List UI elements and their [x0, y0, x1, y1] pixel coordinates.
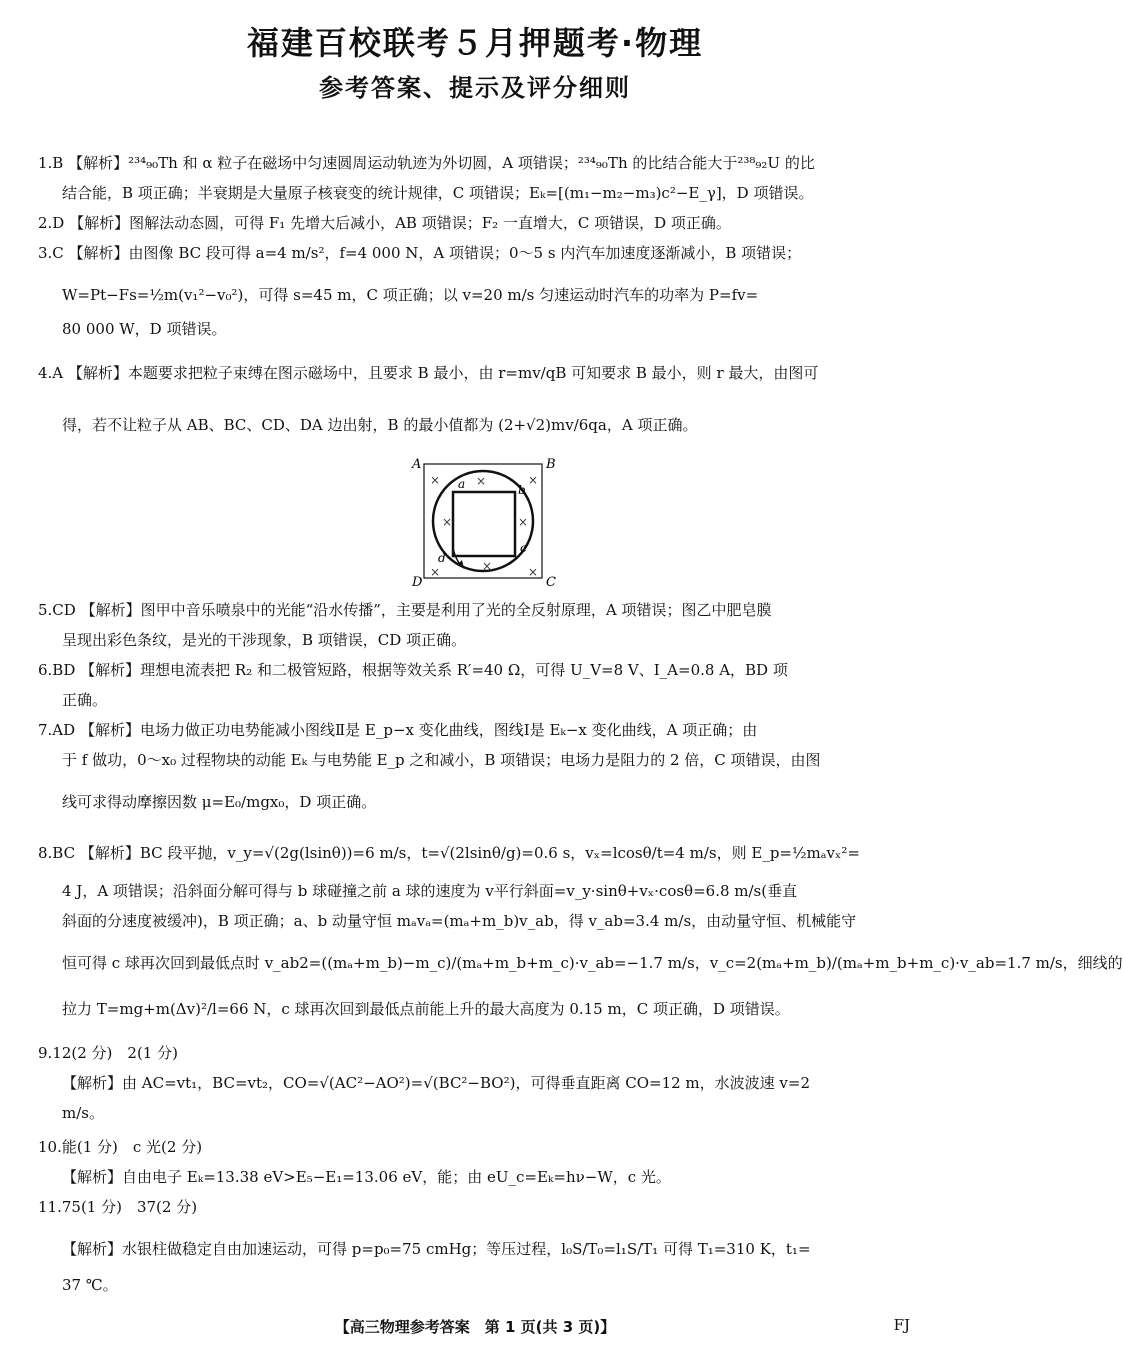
cross-mark: ×: [430, 473, 441, 487]
answer-line: 【解析】自由电子 Eₖ=13.38 eV>E₅−E₁=13.06 eV，能；由 eU_c=Eₖ=hν−W，c 光。: [62, 1168, 671, 1186]
answer-3: [38, 238, 910, 344]
answer-line: 80 000 W，D 项错误。: [62, 320, 227, 338]
label-A: A: [412, 457, 422, 472]
answer-line: 5.CD 【解析】图甲中音乐喷泉中的光能“沿水传播”，主要是利用了光的全反射原理，A 项错误；图乙中肥皂膜: [38, 601, 772, 619]
answer-1: [38, 148, 910, 208]
answer-8: [38, 838, 1123, 1024]
answer-line: 4 J，A 项错误；沿斜面分解可得与 b 球碰撞之前 a 球的速度为 v平行斜面=v_y·sinθ+vₓ·cosθ=6.8 m/s(垂直: [62, 882, 798, 900]
answer-line: 结合能，B 项正确；半衰期是大量原子核衰变的统计规律，C 项错误；Eₖ=[(m₁−m₂−m₃)c²−E_γ]，D 项错误。: [62, 184, 814, 202]
page-footer: 【高三物理参考答案 第 1 页(共 3 页)】: [334, 1318, 616, 1336]
answer-line: 4.A 【解析】本题要求把粒子束缚在图示磁场中，且要求 B 最小，由 r=mv/qB 可知要求 B 最小，则 r 最大，由图可: [38, 364, 819, 382]
answer-line: 【解析】由 AC=vt₁，BC=vt₂，CO=√(AC²−AO²)=√(BC²−BO²)，可得垂直距离 CO=12 m，水波波速 v=2: [62, 1074, 811, 1092]
answer-10: [38, 1132, 910, 1192]
answer-line: 2.D 【解析】图解法动态圆，可得 F₁ 先增大后减小，AB 项错误；F₂ 一直增大，C 项错误，D 项正确。: [38, 214, 731, 232]
cross-mark: ×: [430, 565, 441, 579]
cross-mark: ×: [482, 559, 493, 573]
answer-line: 恒可得 c 球再次回到最低点时 v_ab2=((mₐ+m_b)−m_c)/(mₐ+m_b+m_c)·v_ab=−1.7 m/s，v_c=2(mₐ+m_b)/(mₐ+m_b+m_c)·v_ab=1.7 m/s，细线的: [62, 954, 1123, 972]
answer-5: [38, 595, 910, 655]
answer-line: 正确。: [62, 691, 108, 709]
cross-mark: ×: [528, 473, 539, 487]
page-subtitle: 参考答案、提示及评分细则: [319, 74, 631, 102]
answer-line: 线可求得动摩擦因数 μ=E₀/mgx₀，D 项正确。: [62, 793, 377, 811]
answer-line: m/s。: [62, 1104, 104, 1122]
answer-11: [38, 1192, 910, 1300]
answer-line: W=Pt−Fs=½m(v₁²−v₀²)，可得 s=45 m，C 项正确；以 v=20 m/s 匀速运动时汽车的功率为 P=fv=: [62, 286, 759, 304]
answer-6: [38, 655, 910, 715]
page-title: 福建百校联考５月押题考·物理: [246, 24, 704, 62]
answer-line: 得，若不让粒子从 AB、BC、CD、DA 边出射，B 的最小值都为 (2+√2)mv/6qa，A 项正确。: [62, 416, 698, 434]
answer-4: [38, 358, 910, 440]
label-d: d: [438, 551, 446, 565]
label-a: a: [458, 477, 466, 491]
answer-line: 6.BD 【解析】理想电流表把 R₂ 和二极管短路，根据等效关系 R′=40 Ω，可得 U_V=8 V、I_A=0.8 A，BD 项: [38, 661, 788, 679]
answer-line: 11.75(1 分) 37(2 分): [38, 1198, 198, 1216]
label-D: D: [412, 575, 423, 590]
region-code: FJ: [893, 1316, 910, 1334]
answer-line: 8.BC 【解析】BC 段平抛，v_y=√(2g(lsinθ))=6 m/s，t=√(2lsinθ/g)=0.6 s，vₓ=lcosθ/t=4 m/s，则 E_p=½mₐvₓ²=: [38, 844, 860, 862]
answer-line: 拉力 T=mg+m(Δv)²/l=66 N，c 球再次回到最低点前能上升的最大高度为 0.15 m，C 项正确，D 项错误。: [62, 1000, 790, 1018]
cross-mark: ×: [518, 515, 529, 529]
answer-2: [38, 208, 910, 238]
answer-line: 7.AD 【解析】电场力做正功电势能减小图线Ⅱ是 E_p−x 变化曲线，图线Ⅰ是 Eₖ−x 变化曲线，A 项正确；由: [38, 721, 758, 739]
label-C: C: [546, 575, 556, 590]
answer-line: 于 f 做功，0～x₀ 过程物块的动能 Eₖ 与电势能 E_p 之和减小，B 项错误；电场力是阻力的 2 倍，C 项错误，由图: [62, 751, 821, 769]
answer-line: 9.12(2 分) 2(1 分): [38, 1044, 178, 1062]
answer-line: 3.C 【解析】由图像 BC 段可得 a=4 m/s²，f=4 000 N，A 项错误；0～5 s 内汽车加速度逐渐减小，B 项错误；: [38, 244, 802, 262]
answer-line: 37 ℃。: [62, 1276, 118, 1294]
cross-mark: ×: [528, 565, 539, 579]
answer-9: [38, 1038, 910, 1128]
answer-line: 1.B 【解析】²³⁴₉₀Th 和 α 粒子在磁场中匀速圆周运动轨迹为外切圆，A 项错误；²³⁴₉₀Th 的比结合能大于²³⁸₉₂U 的比: [38, 154, 815, 172]
answer-7: [38, 715, 910, 817]
label-c: c: [520, 541, 527, 555]
label-b: b: [518, 483, 526, 497]
answer-line: 呈现出彩色条纹，是光的干涉现象，B 项错误，CD 项正确。: [62, 631, 467, 649]
answer-line: 【解析】水银柱做稳定自由加速运动，可得 p=p₀=75 cmHg；等压过程，l₀S/T₀=l₁S/T₁ 可得 T₁=310 K，t₁=: [62, 1240, 811, 1258]
answer-line: 10.能(1 分) c 光(2 分): [38, 1138, 203, 1156]
inner-square: [453, 492, 515, 556]
cross-mark: ×: [442, 515, 453, 529]
cross-mark: ×: [476, 474, 487, 488]
label-B: B: [546, 457, 556, 472]
magnetic-field-diagram: [408, 452, 568, 590]
answer-line: 斜面的分速度被缓冲)，B 项正确；a、b 动量守恒 mₐvₐ=(mₐ+m_b)v_ab，得 v_ab=3.4 m/s，由动量守恒、机械能守: [62, 912, 857, 930]
